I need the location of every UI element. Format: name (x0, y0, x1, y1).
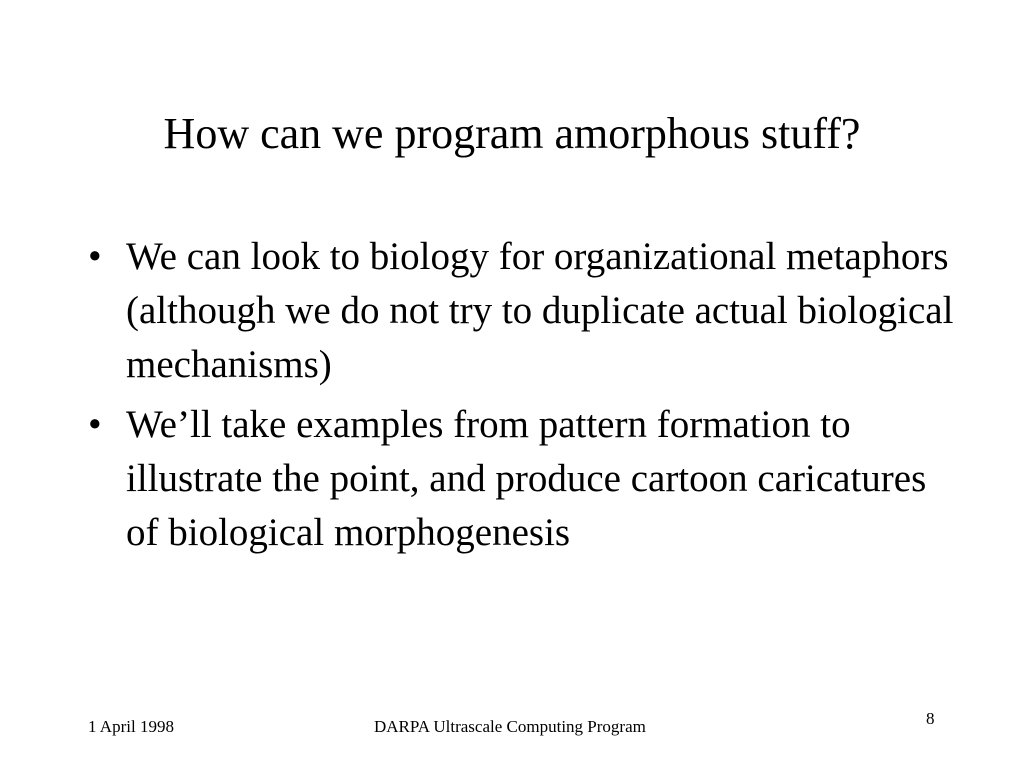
bullet-item (88, 230, 958, 392)
bullet-text: We’ll take examples from pattern formation to illustrate the point, and produce cartoon caricatures of biological morphogenesis (126, 403, 927, 554)
bullet-list (88, 230, 958, 566)
bullet-text: We can look to biology for organizational metaphors (although we do not try to duplicate actual biological mechanisms) (126, 235, 954, 386)
footer-date: 1 April 1998 (88, 717, 174, 736)
bullet-marker-icon: • (88, 235, 102, 278)
bullet-marker-icon: • (88, 403, 102, 446)
slide-title: How can we program amorphous stuff? (163, 109, 861, 158)
footer-program: DARPA Ultrascale Computing Program (374, 717, 646, 736)
page-number: 8 (926, 709, 935, 728)
bullet-item (88, 398, 958, 560)
